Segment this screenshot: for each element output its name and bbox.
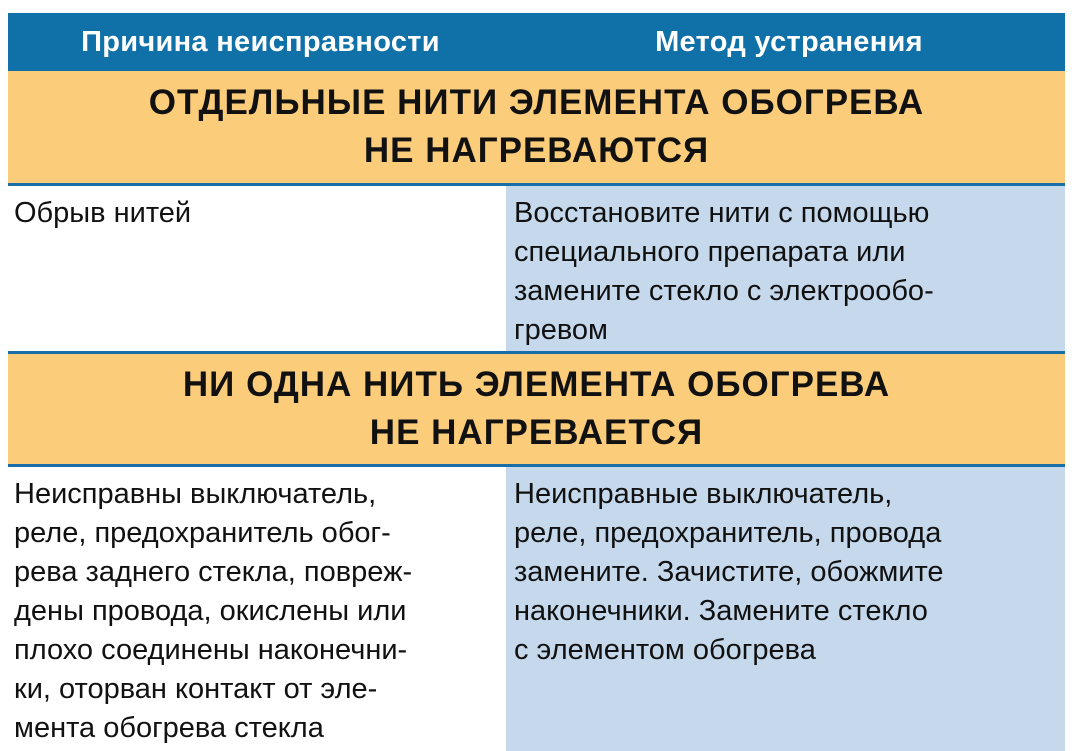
section-heading-2-line1: НИ ОДНА НИТЬ ЭЛЕМЕНТА ОБОГРЕВА (182, 365, 891, 404)
fix-cell (506, 467, 1065, 751)
table-row (8, 186, 1065, 351)
cause-column-header: Причина неисправности (81, 25, 440, 58)
cause-cell (8, 467, 506, 751)
fix-column-header: Метод устранения (655, 25, 923, 58)
section-heading-2-line2: НЕ НАГРЕВАЕТСЯ (369, 413, 704, 452)
section-heading-1-line1: ОТДЕЛЬНЫЕ НИТИ ЭЛЕМЕНТА ОБОГРЕВА (148, 83, 925, 122)
fix-text: Восстановите нити с помощью специального препарата или замените стекло с электрообо- гревом (514, 197, 934, 346)
section-heading-2 (8, 351, 1065, 467)
table-row (8, 467, 1065, 751)
fix-text: Неисправные выключатель, реле, предохранитель, провода замените. Зачистите, обожмите наконечники. Замените стекло с элементом обогрева (514, 478, 944, 666)
fix-cell (506, 186, 1065, 351)
section-heading-1 (8, 71, 1065, 186)
cause-text: Неисправны выключатель, реле, предохранитель обог- рева заднего стекла, повреж- дены провода, окислены или плохо соединены наконечни- ки, оторван контакт от эле- мента обогрева стекла (14, 478, 413, 744)
cause-text: Обрыв нитей (14, 197, 192, 229)
section-heading-1-line2: НЕ НАГРЕВАЮТСЯ (363, 131, 710, 170)
table-header (8, 13, 1065, 71)
cause-cell (8, 186, 506, 351)
